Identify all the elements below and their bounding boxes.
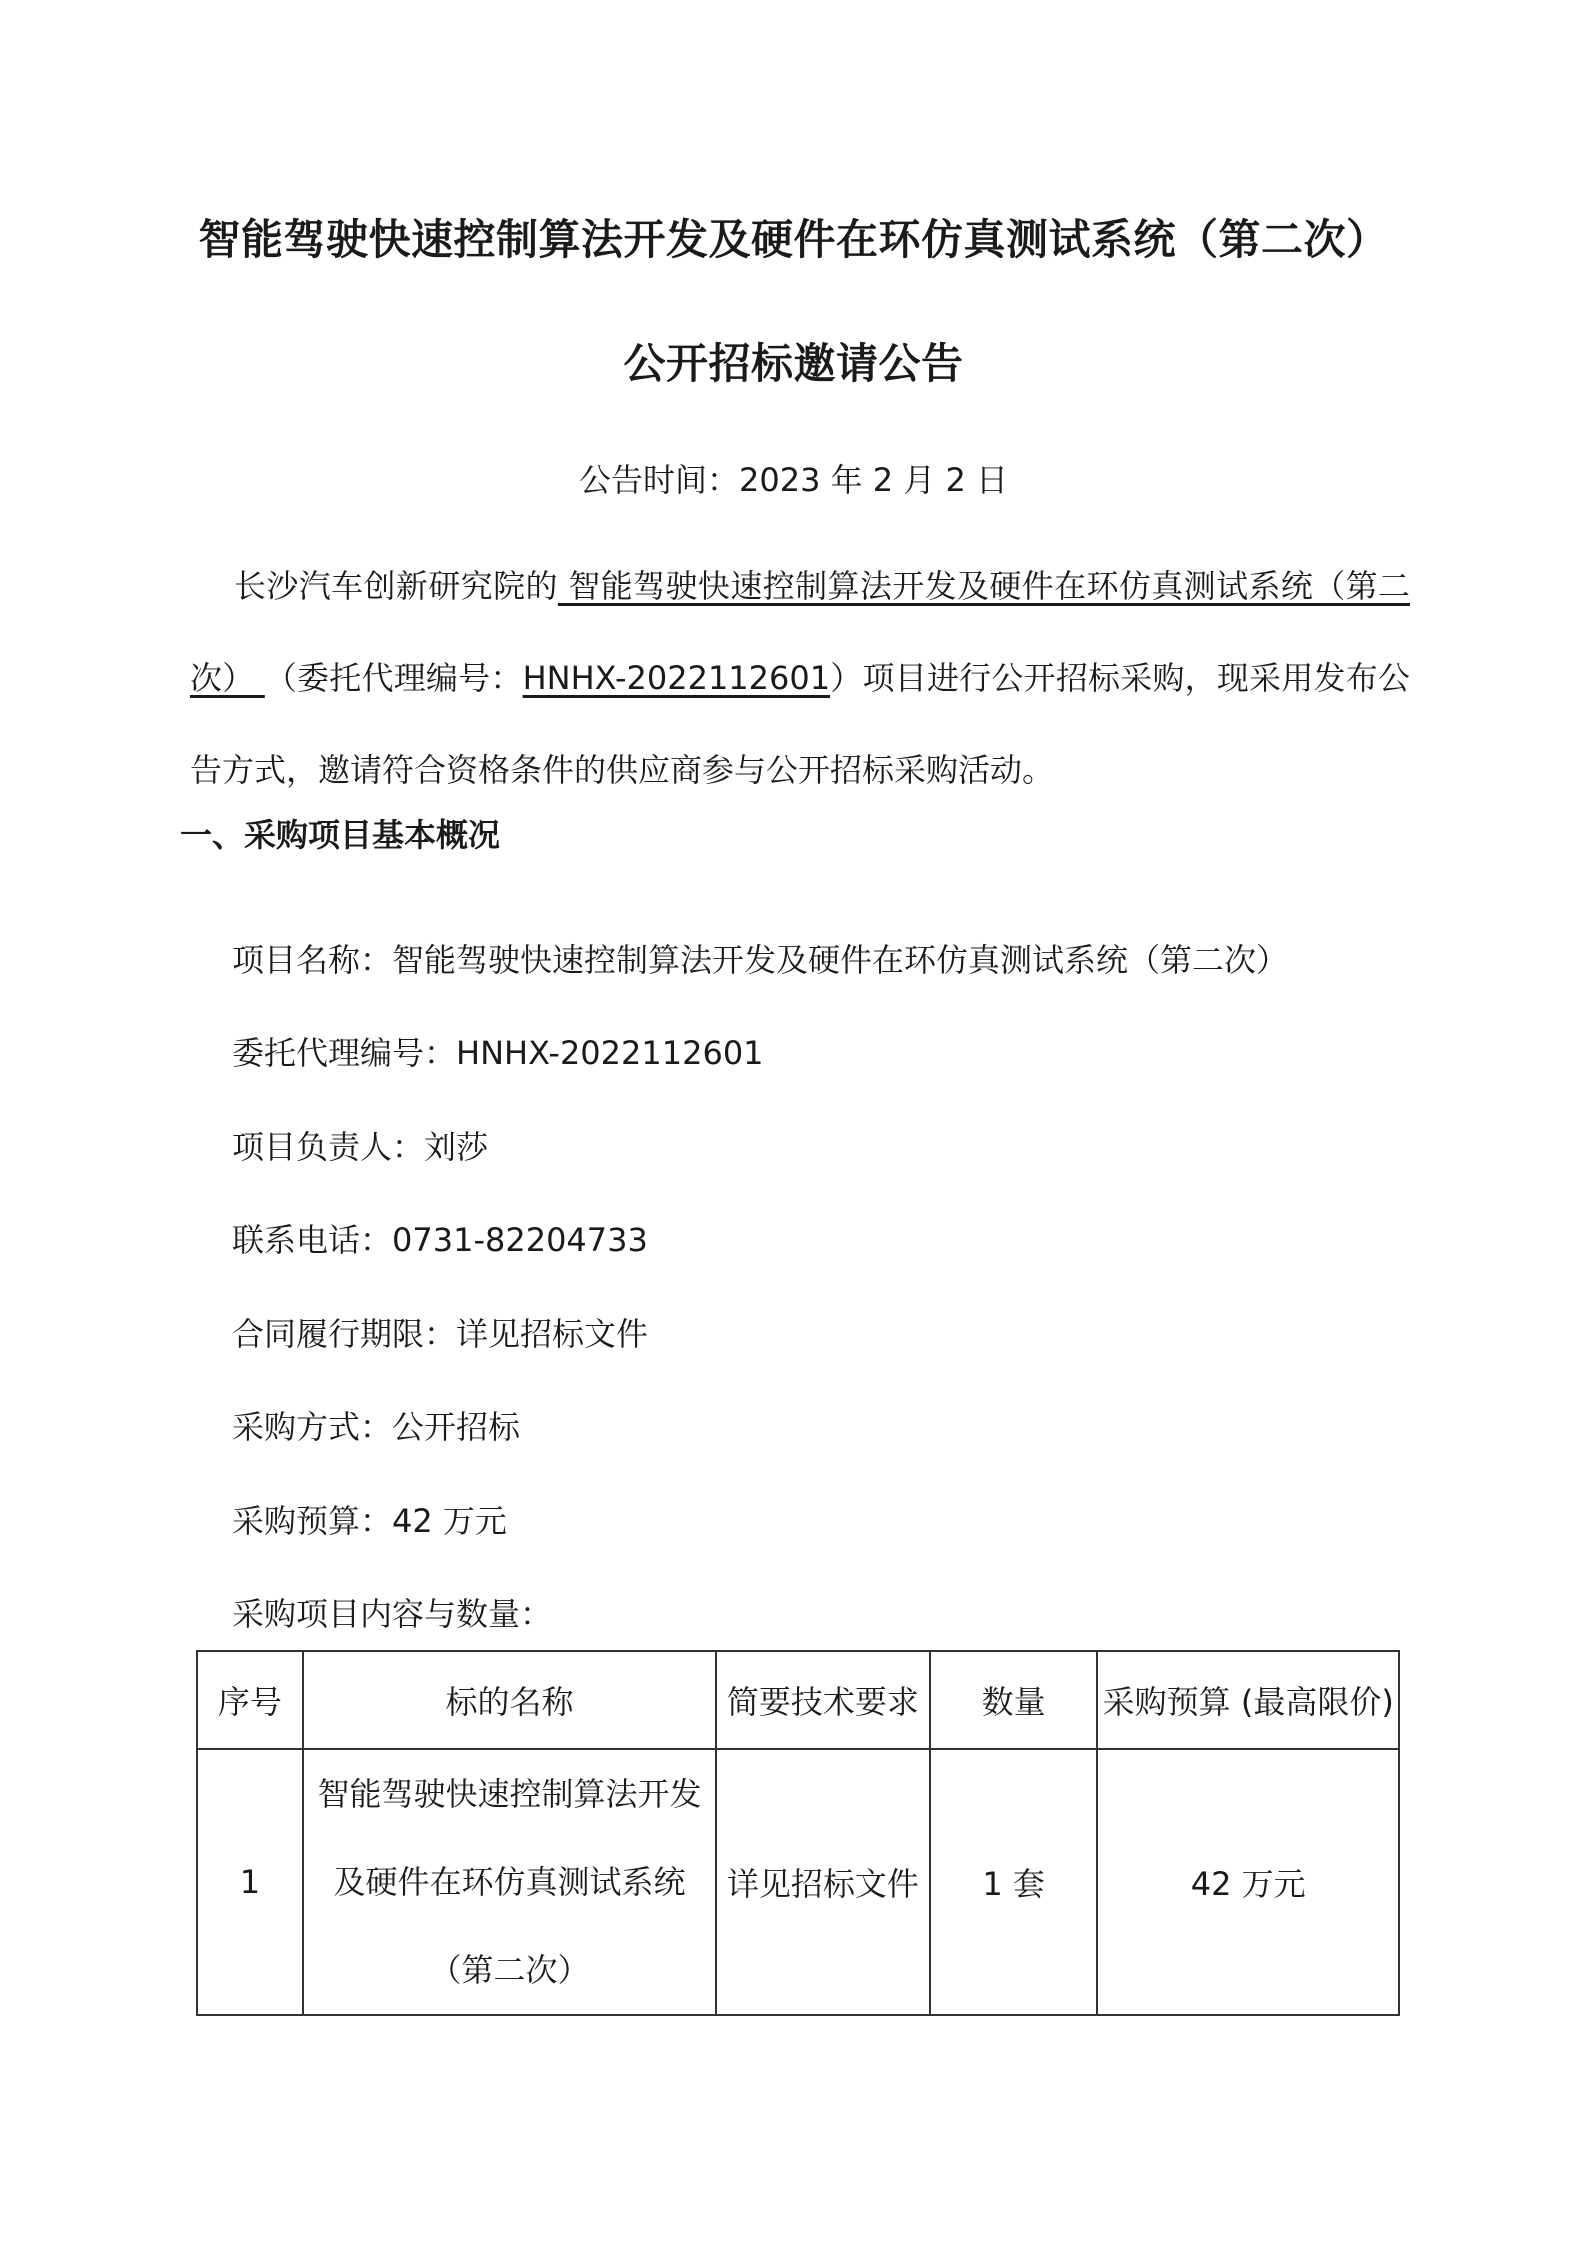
intro-paragraph xyxy=(190,540,1410,816)
header-tech-requirements: 简要技术要求 xyxy=(716,1651,930,1749)
info-contract-period: 合同履行期限：详见招标文件 xyxy=(232,1315,649,1353)
cell-tech-requirements: 详见招标文件 xyxy=(716,1749,930,2015)
info-procurement-method: 采购方式：公开招标 xyxy=(232,1408,521,1446)
info-budget: 采购预算：42 万元 xyxy=(232,1502,507,1540)
intro-agency-code: HNHX-2022112601 xyxy=(522,659,831,697)
table-header-row xyxy=(197,1651,1399,1749)
cell-budget: 42 万元 xyxy=(1097,1749,1399,2015)
info-phone: 联系电话：0731-82204733 xyxy=(232,1221,648,1259)
section-1-heading: 一、采购项目基本概况 xyxy=(180,816,501,854)
intro-text-2: （委托代理编号： xyxy=(264,659,523,697)
intro-text-3: ）项目进行公开招标采购，现采用发布公告方式，邀请符合资格条件的供应商参与公开招标采购活动。 xyxy=(190,659,1410,789)
info-project-name: 项目名称：智能驾驶快速控制算法开发及硬件在环仿真测试系统（第二次） xyxy=(232,941,1289,979)
cell-quantity: 1 套 xyxy=(930,1749,1098,2015)
info-project-manager: 项目负责人：刘莎 xyxy=(232,1128,489,1166)
header-budget: 采购预算 (最高限价) xyxy=(1097,1651,1399,1749)
info-items-label: 采购项目内容与数量： xyxy=(232,1595,553,1633)
title-line-2: 公开招标邀请公告 xyxy=(623,339,964,388)
header-quantity: 数量 xyxy=(930,1651,1098,1749)
cell-index: 1 xyxy=(197,1749,303,2015)
cell-item-name: 智能驾驶快速控制算法开发及硬件在环仿真测试系统（第二次） xyxy=(303,1749,716,2015)
header-index: 序号 xyxy=(197,1651,303,1749)
header-item-name: 标的名称 xyxy=(303,1651,716,1749)
announcement-date: 公告时间：2023 年 2 月 2 日 xyxy=(578,461,1009,499)
info-agency-code: 委托代理编号：HNHX-2022112601 xyxy=(232,1034,764,1072)
intro-text-1: 长沙汽车创新研究院的 xyxy=(234,567,558,605)
table-row xyxy=(197,1749,1399,2015)
intro-project-name: 智能驾驶快速控制算法开发及硬件在环仿真测试系统（第二次） xyxy=(190,567,1410,697)
title-line-1: 智能驾驶快速控制算法开发及硬件在环仿真测试系统（第二次） xyxy=(198,215,1389,264)
procurement-items-table xyxy=(196,1650,1400,2016)
